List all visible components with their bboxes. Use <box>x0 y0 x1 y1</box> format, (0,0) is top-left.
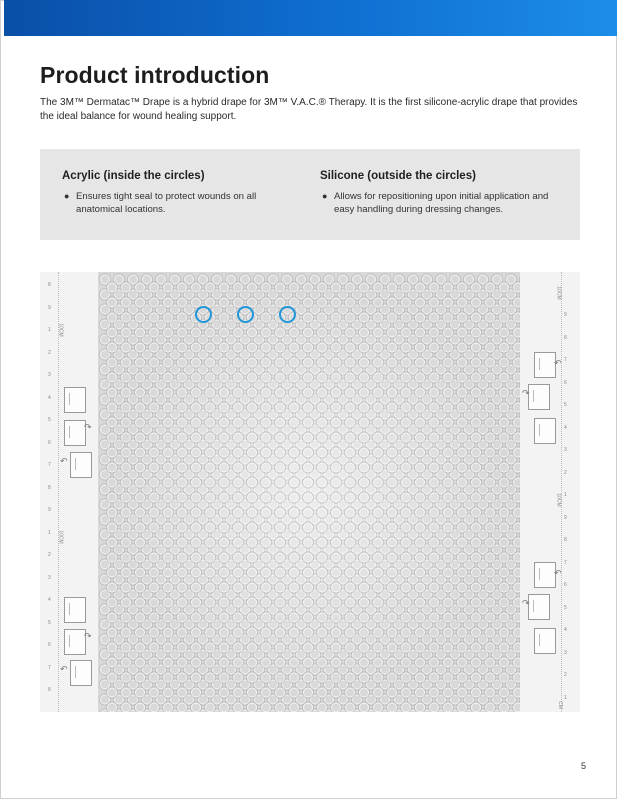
ruler-tick-label: 8 <box>564 537 567 543</box>
ruler-tick-label: 6 <box>564 582 567 588</box>
peel-instruction-icon <box>70 452 92 478</box>
right-cm-label: 10CM <box>555 493 562 507</box>
ruler-tick-label: 1 <box>48 327 51 333</box>
ruler-tick-label: 6 <box>48 439 51 446</box>
peel-instruction-icon <box>64 597 86 623</box>
ruler-tick-label: 9 <box>48 507 51 513</box>
ruler-tick-label: 7 <box>48 664 51 671</box>
silicone-bullet-text: Allows for repositioning upon initial application and easy handling during dressing changes. <box>334 191 549 215</box>
left-cm-label: 10CM <box>57 530 64 544</box>
left-cm-label: 10CM <box>57 323 64 337</box>
fold-arrow-icon: ↷ <box>84 631 92 641</box>
silicone-acrylic-mesh <box>98 272 520 712</box>
fold-arrow-icon: ↷ <box>522 598 530 608</box>
ruler-tick-label: 4 <box>564 627 567 633</box>
fold-arrow-icon: ↶ <box>60 664 68 674</box>
acrylic-highlight-circle <box>237 306 254 323</box>
silicone-heading: Silicone (outside the circles) <box>320 170 476 182</box>
ruler-tick-label: 3 <box>48 574 51 581</box>
ruler-tick-label: 4 <box>48 394 51 401</box>
right-cm-label: CM <box>556 701 563 709</box>
ruler-tick-label: 9 <box>564 514 567 521</box>
ruler-tick-label: 5 <box>564 402 567 408</box>
peel-instruction-icon <box>528 384 550 410</box>
ruler-tick-label: 7 <box>564 357 567 363</box>
ruler-tick-label: 3 <box>564 649 567 656</box>
acrylic-bullet-text: Ensures tight seal to protect wounds on all anatomical locations. <box>76 191 257 215</box>
intro-paragraph: The 3M™ Dermatac™ Drape is a hybrid drape for 3M™ V.A.C.® Therapy. It is the first silicone-acrylic drape that provides the ideal balance for wound healing support. <box>40 97 578 122</box>
acrylic-column <box>62 170 292 216</box>
left-ruler <box>46 272 59 712</box>
peel-instruction-icon <box>534 352 556 378</box>
peel-instruction-icon <box>534 418 556 444</box>
top-color-band <box>4 0 617 36</box>
ruler-tick-label: 5 <box>48 417 51 423</box>
ruler-tick-label: 6 <box>48 642 51 648</box>
acrylic-highlight-circle <box>279 306 296 323</box>
peel-instruction-icon <box>534 628 556 654</box>
ruler-tick-label: 7 <box>564 559 567 566</box>
ruler-tick-label: 2 <box>48 349 51 356</box>
acrylic-bullet <box>62 190 292 216</box>
ruler-tick-label: 3 <box>564 447 567 453</box>
ruler-tick-label: 2 <box>564 672 567 678</box>
fold-arrow-icon: ↶ <box>554 358 562 368</box>
ruler-tick-label: 2 <box>48 552 51 558</box>
ruler-tick-label: 8 <box>48 687 51 693</box>
ruler-tick-label: 4 <box>564 424 567 431</box>
right-cm-label: 10CM <box>555 286 562 300</box>
fold-arrow-icon: ↷ <box>522 388 530 398</box>
peel-instruction-icon <box>64 387 86 413</box>
ruler-tick-label: 9 <box>564 312 567 318</box>
bullet-dot-icon: ● <box>322 191 328 201</box>
fold-arrow-icon: ↶ <box>554 568 562 578</box>
peel-instruction-icon <box>528 594 550 620</box>
right-margin-strip <box>520 272 580 712</box>
silicone-bullet <box>320 190 560 216</box>
peel-instruction-icon <box>64 629 86 655</box>
ruler-tick-label: 5 <box>48 619 51 626</box>
fold-arrow-icon: ↶ <box>60 456 68 466</box>
acrylic-heading: Acrylic (inside the circles) <box>62 170 205 182</box>
peel-instruction-icon <box>64 420 86 446</box>
peel-instruction-icon <box>70 660 92 686</box>
ruler-tick-label: 8 <box>48 484 51 491</box>
page-title: Product introduction <box>40 62 270 88</box>
ruler-tick-label: 1 <box>564 694 567 701</box>
drape-photo <box>40 272 580 712</box>
right-ruler <box>561 272 574 712</box>
ruler-tick-label: 2 <box>564 469 567 476</box>
info-box <box>40 149 580 240</box>
bullet-dot-icon: ● <box>64 191 70 201</box>
silicone-column <box>320 170 560 216</box>
fold-arrow-icon: ↷ <box>84 422 92 432</box>
ruler-tick-label: 8 <box>564 334 567 341</box>
ruler-tick-label: 5 <box>564 604 567 611</box>
ruler-tick-label: 4 <box>48 597 51 603</box>
ruler-tick-label: 3 <box>48 372 51 378</box>
peel-instruction-icon <box>534 562 556 588</box>
left-margin-strip <box>40 272 98 712</box>
ruler-tick-label: 1 <box>564 492 567 498</box>
ruler-tick-label: 6 <box>564 379 567 386</box>
ruler-tick-label: 9 <box>48 304 51 311</box>
ruler-tick-label: 7 <box>48 462 51 468</box>
acrylic-highlight-circle <box>195 306 212 323</box>
page-number: 5 <box>581 761 587 771</box>
ruler-tick-label: 1 <box>48 529 51 536</box>
ruler-tick-label: 8 <box>48 282 51 288</box>
